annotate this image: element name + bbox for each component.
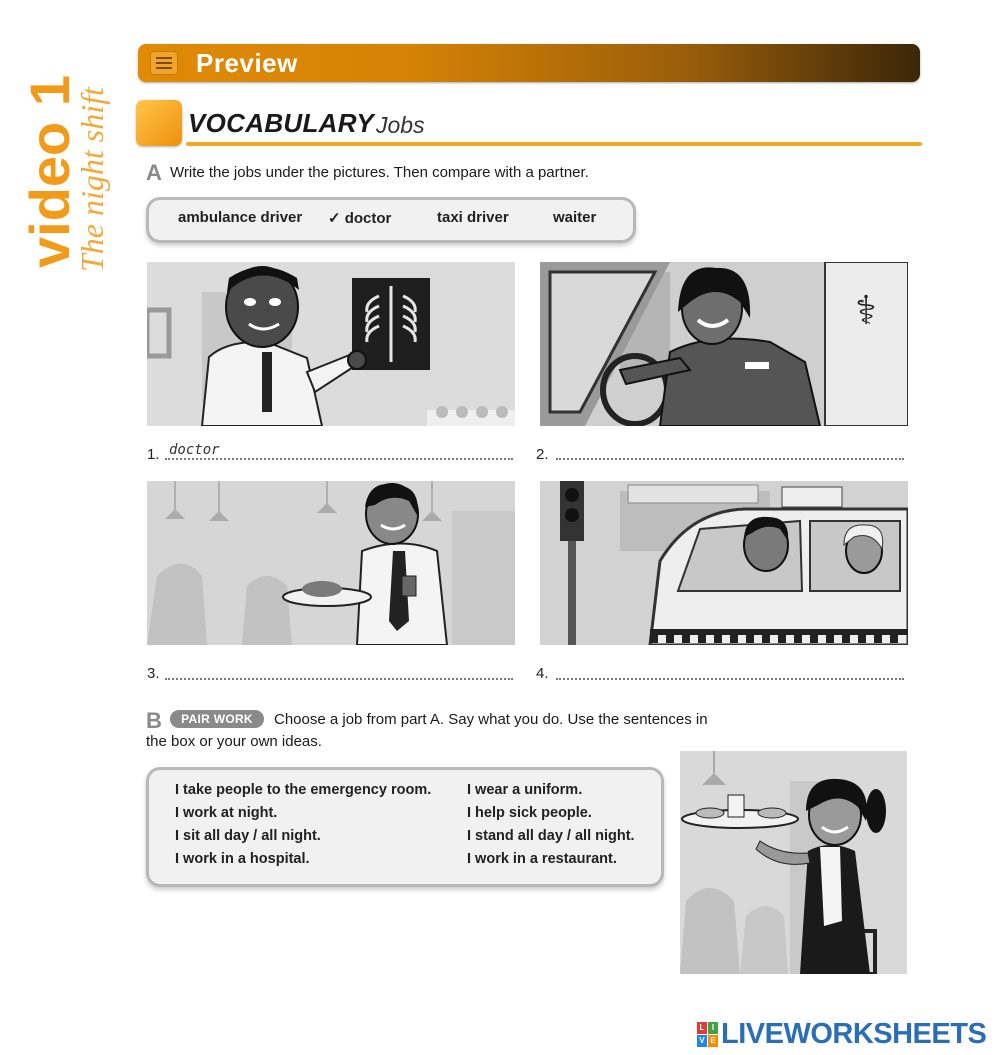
word-bank-item: ✓ doctor: [328, 210, 392, 227]
sentence: I wear a uniform.: [467, 782, 583, 798]
doctor-picture: [147, 262, 515, 426]
menu-icon[interactable]: [150, 51, 178, 75]
preview-bar: [138, 44, 920, 82]
vocabulary-underline: [186, 142, 922, 146]
sentence: I work in a restaurant.: [467, 851, 617, 867]
logo-tile: L: [697, 1022, 707, 1034]
waiter-picture: [147, 481, 515, 645]
waitress-picture: [680, 751, 907, 974]
sentence: I sit all day / all night.: [175, 828, 321, 844]
liveworksheets-logo-text: LIVEWORKSHEETS: [721, 1018, 987, 1050]
section-b-instruction-line2: the box or your own ideas.: [146, 733, 322, 750]
logo-tile: V: [697, 1035, 707, 1047]
answer-2-line[interactable]: [556, 458, 904, 460]
answer-1-input[interactable]: doctor: [169, 442, 220, 458]
vocabulary-title: VOCABULARY: [188, 108, 374, 138]
side-subtitle: The night shift: [74, 87, 110, 272]
vocabulary-square-icon: [136, 100, 182, 146]
section-b-instruction-line1: Choose a job from part A. Say what you do. Use the sentences in: [274, 711, 708, 728]
section-a-instruction: Write the jobs under the pictures. Then compare with a partner.: [170, 164, 589, 181]
logo-tile: I: [708, 1022, 718, 1034]
liveworksheets-logo-icon: [697, 1022, 719, 1048]
section-b-letter: B: [146, 708, 162, 733]
sentence: I help sick people.: [467, 805, 592, 821]
vocabulary-subtitle: Jobs: [376, 112, 425, 138]
sentence: I work at night.: [175, 805, 278, 821]
word-bank-item: waiter: [553, 209, 597, 226]
sentence: I stand all day / all night.: [467, 828, 635, 844]
item-number: 1.: [147, 446, 160, 463]
pair-work-badge: PAIR WORK: [170, 710, 264, 728]
sentence: I take people to the emergency room.: [175, 782, 432, 798]
item-number: 2.: [536, 446, 549, 463]
answer-3-line[interactable]: [165, 678, 513, 680]
taxi-driver-picture: [540, 481, 908, 645]
sentence-box: [146, 767, 664, 887]
logo-tile: E: [708, 1035, 718, 1047]
word-bank-item: taxi driver: [437, 209, 509, 226]
item-number: 3.: [147, 665, 160, 682]
word-bank: [146, 197, 636, 243]
side-video-title: video 1: [18, 75, 81, 268]
word-bank-item: ambulance driver: [178, 209, 303, 226]
answer-4-line[interactable]: [556, 678, 904, 680]
ambulance-driver-picture: [540, 262, 908, 426]
item-number: 4.: [536, 665, 549, 682]
preview-title: Preview: [196, 48, 298, 78]
answer-1-line[interactable]: [165, 458, 513, 460]
sentence: I work in a hospital.: [175, 851, 310, 867]
svg-text:⚕: ⚕: [855, 288, 877, 334]
section-a-letter: A: [146, 160, 162, 185]
